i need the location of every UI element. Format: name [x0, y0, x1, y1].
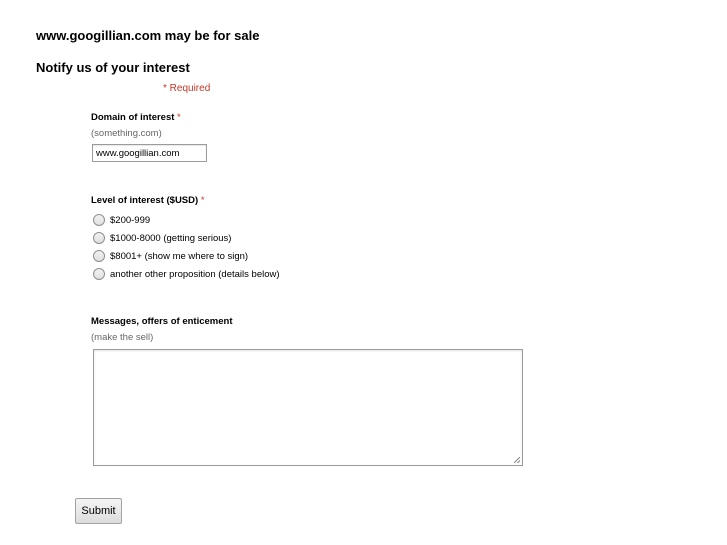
- level-required-star: *: [200, 195, 205, 206]
- radio-button[interactable]: [93, 214, 105, 226]
- domain-help: (something.com): [91, 128, 162, 139]
- level-option-2[interactable]: [93, 229, 280, 247]
- domain-required-star: *: [177, 112, 181, 123]
- required-note: * Required: [163, 83, 211, 94]
- level-label-text: Level of interest ($USD): [91, 195, 199, 206]
- level-option-3[interactable]: [93, 247, 280, 265]
- level-option-4[interactable]: [93, 265, 280, 283]
- radio-button[interactable]: [93, 250, 105, 262]
- messages-help: (make the sell): [91, 332, 154, 343]
- domain-label-text: Domain of interest: [91, 112, 175, 123]
- messages-textarea[interactable]: [93, 349, 523, 466]
- submit-button[interactable]: Submit: [75, 498, 122, 524]
- level-radio-group: [93, 211, 280, 283]
- radio-button[interactable]: [93, 232, 105, 244]
- domain-input[interactable]: [92, 144, 207, 162]
- level-option-label[interactable]: $8001+ (show me where to sign): [110, 250, 249, 262]
- radio-button[interactable]: [93, 268, 105, 280]
- domain-label: [91, 112, 181, 123]
- resize-grip-icon[interactable]: [514, 457, 520, 463]
- level-option-label[interactable]: $200-999: [110, 214, 151, 226]
- form-subtitle: Notify us of your interest: [36, 60, 190, 75]
- level-option-1[interactable]: [93, 211, 280, 229]
- level-option-label[interactable]: $1000-8000 (getting serious): [110, 232, 232, 244]
- messages-label: Messages, offers of enticement: [91, 316, 233, 327]
- page-title: www.googillian.com may be for sale: [36, 28, 260, 43]
- level-label: [91, 195, 205, 206]
- level-option-label[interactable]: another other proposition (details below): [110, 268, 280, 280]
